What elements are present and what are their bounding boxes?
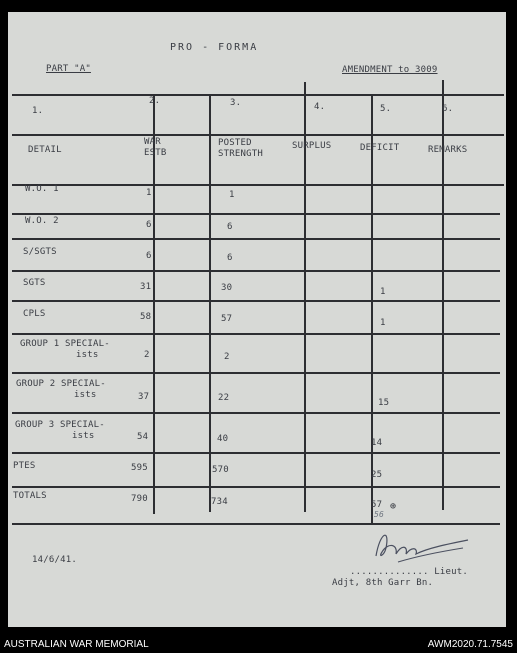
row-war-estb: 790 xyxy=(131,494,148,504)
signature-dots: .............. xyxy=(350,567,429,577)
table-rule xyxy=(12,238,500,240)
row-detail: CPLS xyxy=(23,309,46,319)
row-war-estb: 54 xyxy=(137,432,149,442)
table-rule xyxy=(12,270,500,272)
row-war-estb: 2 xyxy=(144,350,150,360)
row-posted: 734 xyxy=(211,497,228,507)
document-title: PRO - FORMA xyxy=(170,42,259,53)
row-war-estb: 1 xyxy=(146,188,152,198)
table-column-rule xyxy=(371,94,373,524)
row-posted: 40 xyxy=(217,434,229,444)
struck-mark: ⊕ xyxy=(390,501,397,512)
row-war-estb: 6 xyxy=(146,220,152,230)
signature-rank: Lieut. xyxy=(434,567,469,577)
row-detail: W.O. 1 xyxy=(25,184,59,194)
header-surplus: SURPLUS xyxy=(292,141,332,151)
table-rule xyxy=(12,452,500,454)
amendment-label: AMENDMENT to 3009 xyxy=(342,65,438,75)
table-rule-top xyxy=(12,94,504,96)
column-number: 4. xyxy=(314,102,326,112)
row-detail: W.O. 2 xyxy=(25,216,59,226)
pencil-correction: 56 xyxy=(374,510,385,519)
row-deficit: 1 xyxy=(380,287,386,297)
column-number: 2. xyxy=(149,96,161,106)
row-posted: 22 xyxy=(218,393,230,403)
row-deficit: 1 xyxy=(380,318,386,328)
table-rule xyxy=(12,412,500,414)
table-rule xyxy=(12,486,500,488)
row-detail: GROUP 3 SPECIAL- xyxy=(15,420,105,430)
row-detail: ists xyxy=(72,431,95,441)
row-detail: ists xyxy=(76,350,99,360)
row-deficit: 25 xyxy=(371,470,383,480)
column-number: 3. xyxy=(230,98,242,108)
row-posted: 1 xyxy=(229,190,235,200)
header-war-estb: WAR xyxy=(144,137,161,147)
row-posted: 570 xyxy=(212,465,229,475)
row-war-estb: 6 xyxy=(146,251,152,261)
row-detail: GROUP 1 SPECIAL- xyxy=(20,339,110,349)
row-war-estb: 31 xyxy=(140,282,152,292)
header-deficit: DEFICIT xyxy=(360,143,400,153)
header-posted-strength: POSTED xyxy=(218,138,252,148)
document-page xyxy=(8,12,506,627)
row-deficit: 57 xyxy=(371,500,383,510)
row-posted: 2 xyxy=(224,352,230,362)
row-detail: ists xyxy=(74,390,97,400)
table-rule xyxy=(12,300,500,302)
row-posted: 30 xyxy=(221,283,233,293)
table-rule xyxy=(12,213,500,215)
row-posted: 6 xyxy=(227,222,233,232)
header-remarks: REMARKS xyxy=(428,145,468,155)
row-detail: PTES xyxy=(13,461,36,471)
table-column-rule xyxy=(209,94,211,512)
row-detail: TOTALS xyxy=(13,491,47,501)
row-war-estb: 58 xyxy=(140,312,152,322)
part-label: PART "A" xyxy=(46,64,91,74)
row-detail: GROUP 2 SPECIAL- xyxy=(16,379,106,389)
row-detail: S/SGTS xyxy=(23,247,57,257)
table-rule-header xyxy=(12,184,504,186)
table-rule-numbers xyxy=(12,134,504,136)
signature-unit: Adjt, 8th Garr Bn. xyxy=(332,578,434,588)
row-deficit: 15 xyxy=(378,398,390,408)
header-posted-strength: STRENGTH xyxy=(218,149,263,159)
row-detail: SGTS xyxy=(23,278,46,288)
signature-line xyxy=(350,567,468,577)
table-rule xyxy=(12,333,500,335)
table-rule xyxy=(12,372,500,374)
footer-credit: AUSTRALIAN WAR MEMORIAL xyxy=(4,639,149,650)
row-posted: 57 xyxy=(221,314,233,324)
row-war-estb: 37 xyxy=(138,392,150,402)
row-deficit: 14 xyxy=(371,438,383,448)
column-number: 5. xyxy=(380,104,392,114)
header-war-estb: ESTB xyxy=(144,148,167,158)
signature-image xyxy=(368,522,478,570)
row-war-estb: 595 xyxy=(131,463,148,473)
document-date: 14/6/41. xyxy=(32,555,77,565)
column-number: 6. xyxy=(442,104,454,114)
column-number: 1. xyxy=(32,106,44,116)
row-posted: 6 xyxy=(227,253,233,263)
header-detail: DETAIL xyxy=(28,145,62,155)
footer-accession-number: AWM2020.71.7545 xyxy=(427,639,513,650)
